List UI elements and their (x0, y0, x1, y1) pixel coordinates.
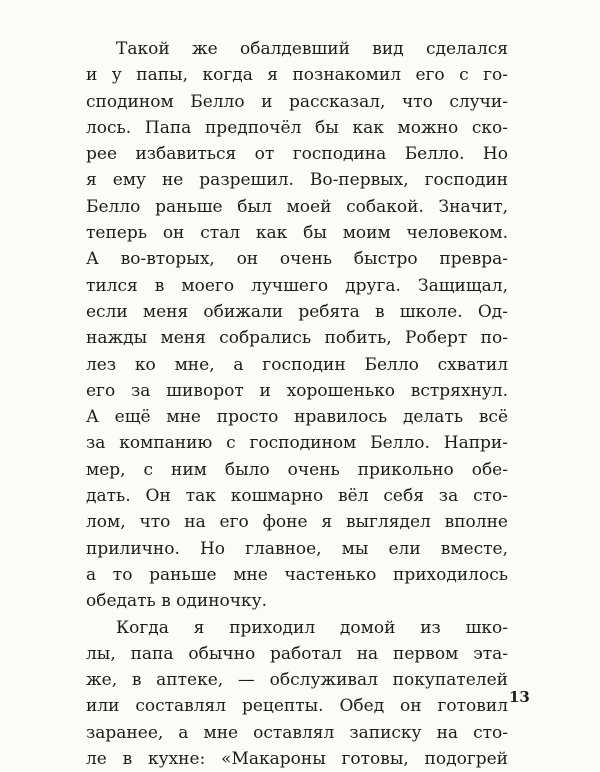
text-line: А во-вторых, он очень быстро превра- (86, 249, 508, 270)
text-line: нажды меня собрались побить, Роберт по- (86, 328, 508, 349)
text-line: А ещё мне просто нравилось делать всё (86, 407, 508, 428)
text-line: обедать в одиночку. (86, 591, 268, 612)
page-number: 13 (509, 688, 530, 706)
text-line: дать. Он так кошмарно вёл себя за сто- (86, 486, 508, 507)
paragraph-1 (86, 36, 508, 615)
text-line: за компанию с господином Белло. Напри- (86, 433, 508, 454)
text-line: сподином Белло и рассказал, что случи- (86, 91, 508, 112)
paragraph-2 (86, 615, 508, 772)
text-line: лез ко мне, а господин Белло схватил (86, 354, 508, 375)
text-line: я ему не разрешил. Во-первых, господин (86, 170, 508, 191)
body-text (86, 36, 508, 772)
text-line: лось. Папа предпочёл бы как можно ско- (86, 117, 508, 138)
text-line: если меня обижали ребята в школе. Од- (86, 301, 508, 322)
text-line: прилично. Но главное, мы ели вместе, (86, 538, 508, 559)
text-line: а то раньше мне частенько приходилось (86, 564, 508, 585)
text-line: или составлял рецепты. Обед он готовил (86, 696, 508, 717)
text-line: ле в кухне: «Макароны готовы, подогрей (86, 749, 508, 770)
text-line: лом, что на его фоне я выглядел вполне (86, 512, 508, 533)
text-line: рее избавиться от господина Белло. Но (86, 144, 508, 165)
text-line: заранее, а мне оставлял записку на сто- (86, 722, 508, 743)
text-line: лы, папа обычно работал на первом эта- (86, 643, 508, 664)
text-line: его за шиворот и хорошенько встряхнул. (86, 380, 508, 401)
text-line: теперь он стал как бы моим человеком. (86, 223, 508, 244)
text-line: мер, с ним было очень прикольно обе- (86, 459, 508, 480)
text-line: же, в аптеке, — обслуживал покупателей (86, 670, 508, 691)
text-line: тился в моего лучшего друга. Защищал, (86, 275, 508, 296)
text-line: Когда я приходил домой из шко- (116, 617, 508, 638)
text-line: Белло раньше был моей собакой. Значит, (86, 196, 508, 217)
text-line: и у папы, когда я познакомил его с го- (86, 65, 508, 86)
text-line: Такой же обалдевший вид сделался (116, 39, 508, 59)
